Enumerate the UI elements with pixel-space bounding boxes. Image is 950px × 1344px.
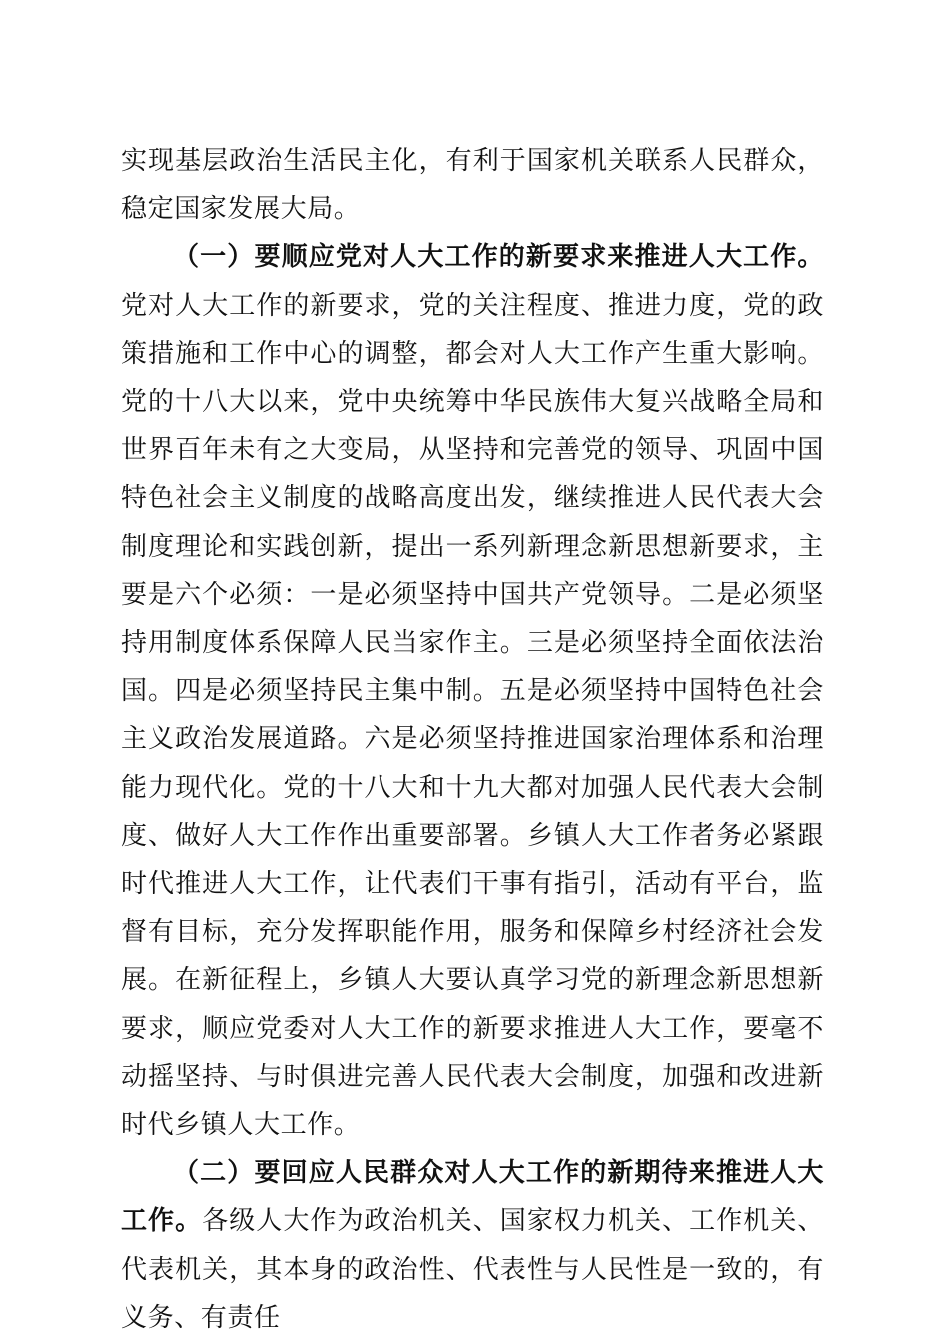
section-heading: （二）要回应人民群众对人大工作的新期待来推进人大工作。 [121, 1158, 824, 1237]
paragraph-intro-continuation [121, 137, 824, 233]
paragraph-text: 实现基层政治生活民主化，有利于国家机关联系人民群众，稳定国家发展大局。 [121, 146, 824, 225]
paragraph-section-two [121, 1149, 824, 1342]
paragraph-text: 各级人大作为政治机关、国家权力机关、工作机关、代表机关，其本身的政治性、代表性与人民性是一致的，有义务、有责任 [121, 1206, 824, 1333]
paragraph-text: 党对人大工作的新要求，党的关注程度、推进力度，党的政策措施和工作中心的调整，都会对人大工作产生重大影响。党的十八大以来，党中央统筹中华民族伟大复兴战略全局和世界百年未有之大变局，从坚持和完善党的领导、巩固中国特色社会主义制度的战略高度出发，继续推进人民代表大会制度理论和实践创新，提出一系列新理念新思想新要求，主要是六个必须：一是必须坚持中国共产党领导。二是必须坚持用制度体系保障人民当家作主。三是必须坚持全面依法治国。四是必须坚持民主集中制。五是必须坚持中国特色社会主义政治发展道路。六是必须坚持推进国家治理体系和治理能力现代化。党的十八大和十九大都对加强人民代表大会制度、做好人大工作作出重要部署。乡镇人大工作者务必紧跟时代推进人大工作，让代表们干事有指引，活动有平台，监督有目标，充分发挥职能作用，服务和保障乡村经济社会发展。在新征程上，乡镇人大要认真学习党的新理念新思想新要求，顺应党委对人大工作的新要求推进人大工作，要毫不动摇坚持、与时俱进完善人民代表大会制度，加强和改进新时代乡镇人大工作。 [121, 290, 824, 1141]
paragraph-section-one [121, 233, 824, 1149]
section-heading: （一）要顺应党对人大工作的新要求来推进人大工作。 [173, 242, 824, 273]
document-body [121, 137, 824, 1342]
